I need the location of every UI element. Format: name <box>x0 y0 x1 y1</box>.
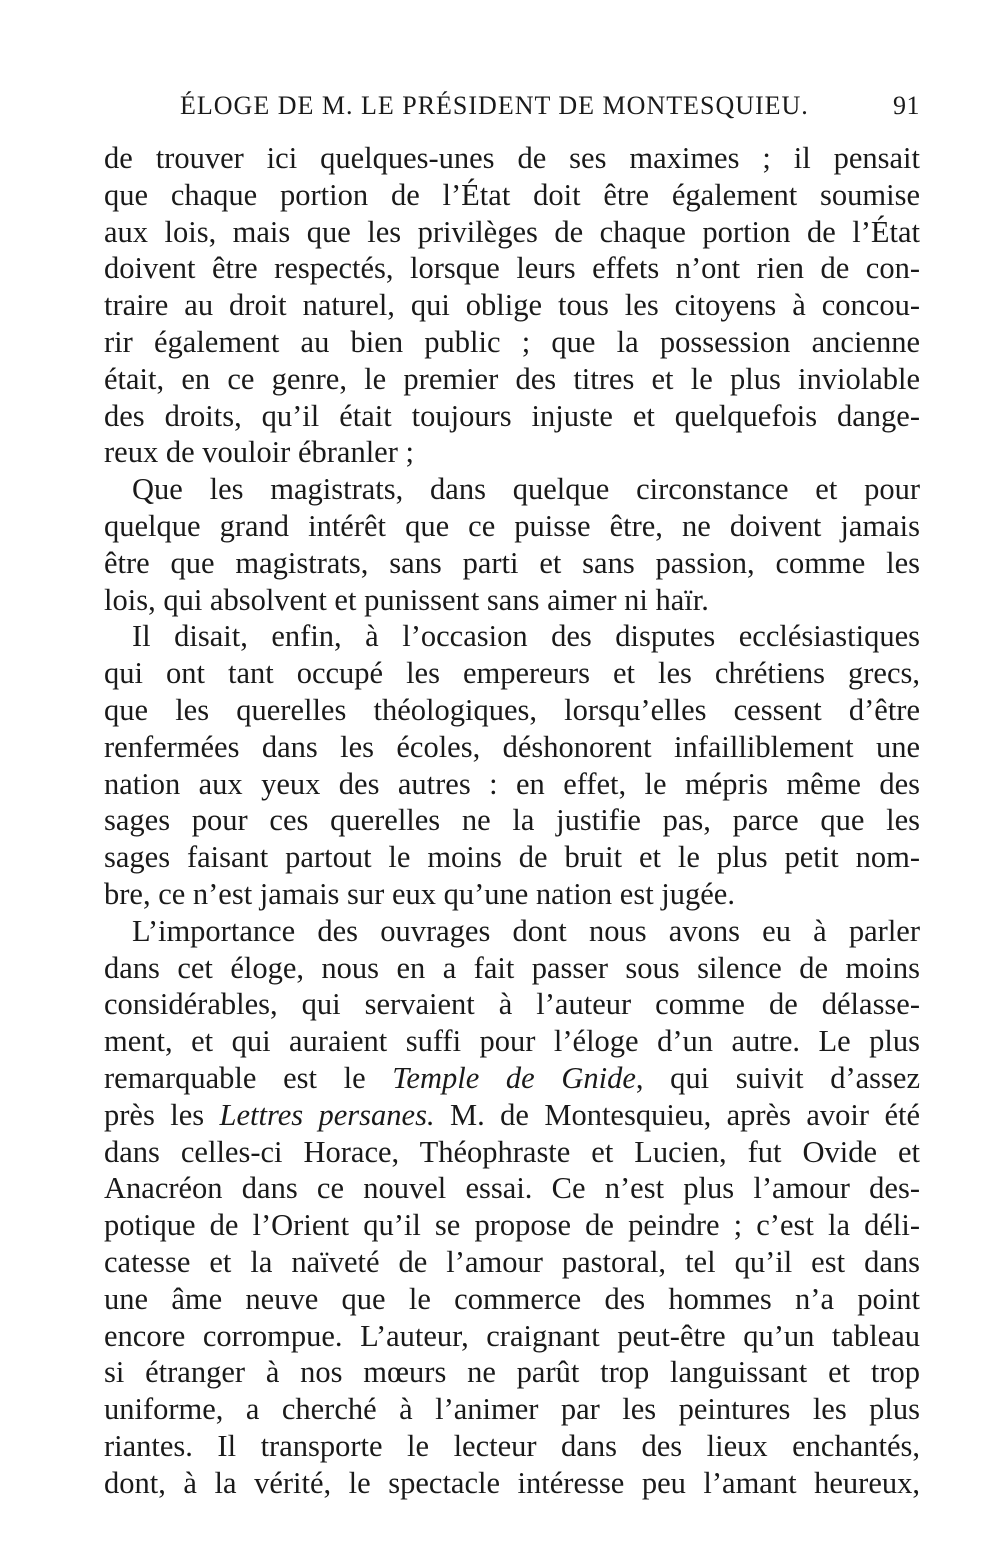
paragraph-1 <box>104 140 920 471</box>
text-line: doivent être respectés, lorsque leurs effets n’ont rien de con- <box>104 251 920 286</box>
text-line: de trouver ici quelques-unes de ses maximes ; il pensait <box>104 141 920 175</box>
text-line: dont, à la vérité, le spectacle intéresse peu l’amant heureux, <box>104 1465 920 1500</box>
text-line: rir également au bien public ; que la possession ancienne <box>104 324 920 359</box>
text-run: M. de Montesquieu, après avoir été <box>434 1097 920 1132</box>
work-title-lettres-persanes: Lettres persanes. <box>219 1097 435 1132</box>
text-line: dans cet éloge, nous en a fait passer sous silence de moins <box>104 950 920 985</box>
text-line: renfermées dans les écoles, déshonorent infailliblement une <box>104 729 920 764</box>
text-line: encore corrompue. L’auteur, craignant peut-être qu’un tableau <box>104 1318 920 1353</box>
text-line <box>104 1060 920 1097</box>
text-line: reux de vouloir ébranler ; <box>104 435 414 470</box>
text-line <box>104 1097 920 1134</box>
text-line: considérables, qui servaient à l’auteur comme de délasse- <box>104 987 920 1022</box>
text-line: ment, et qui auraient suffi pour l’éloge d’un autre. Le plus <box>104 1024 920 1059</box>
text-line: Il disait, enfin, à l’occasion des disputes ecclésiastiques <box>132 619 920 654</box>
text-line: L’importance des ouvrages dont nous avons eu à parler <box>132 913 920 948</box>
text-line: être que magistrats, sans parti et sans passion, comme les <box>104 545 920 580</box>
text-line: Anacréon dans ce nouvel essai. Ce n’est plus l’amour des- <box>104 1171 920 1206</box>
text-line: riantes. Il transporte le lecteur dans des lieux enchantés, <box>104 1428 920 1463</box>
paragraph-4 <box>104 913 920 1502</box>
text-line: sages faisant partout le moins de bruit et le plus petit nom- <box>104 840 920 875</box>
text-line: des droits, qu’il était toujours injuste et quelquefois dange- <box>104 398 920 433</box>
text-line: sages pour ces querelles ne la justifie pas, parce que les <box>104 803 920 838</box>
work-title-temple-de-gnide: Temple de Gnide <box>392 1060 636 1095</box>
text-line: traire au droit naturel, qui oblige tous les citoyens à concou- <box>104 288 920 323</box>
body-text <box>104 140 920 1501</box>
running-head <box>104 86 920 126</box>
text-line: potique de l’Orient qu’il se propose de peindre ; c’est la déli- <box>104 1208 920 1243</box>
text-run: près les <box>104 1097 220 1132</box>
text-line: qui ont tant occupé les empereurs et les chrétiens grecs, <box>104 656 920 691</box>
text-line: lois, qui absolvent et punissent sans aimer ni haïr. <box>104 582 709 617</box>
paragraph-3 <box>104 618 920 912</box>
text-line: dans celles-ci Horace, Théophraste et Lucien, fut Ovide et <box>104 1134 920 1169</box>
text-line: une âme neuve que le commerce des hommes n’a point <box>104 1281 920 1316</box>
text-line: que les querelles théologiques, lorsqu’elles cessent d’être <box>104 692 920 727</box>
text-line: catesse et la naïveté de l’amour pastoral, tel qu’il est dans <box>104 1244 920 1279</box>
running-title: ÉLOGE DE M. LE PRÉSIDENT DE MONTESQUIEU. <box>180 91 809 120</box>
text-line: aux lois, mais que les privilèges de chaque portion de l’État <box>104 214 920 249</box>
text-run: remarquable est le <box>104 1060 393 1095</box>
text-line: que chaque portion de l’État doit être également soumise <box>104 177 920 212</box>
page-number: 91 <box>893 91 920 120</box>
paragraph-2 <box>104 471 920 618</box>
text-line: nation aux yeux des autres : en effet, le mépris même des <box>104 766 920 801</box>
text-line: Que les magistrats, dans quelque circonstance et pour <box>132 472 920 507</box>
text-line: était, en ce genre, le premier des titres et le plus inviolable <box>104 361 920 396</box>
text-line: bre, ce n’est jamais sur eux qu’une nation est jugée. <box>104 876 735 911</box>
text-line: uniforme, a cherché à l’animer par les peintures les plus <box>104 1392 920 1427</box>
text-line: quelque grand intérêt que ce puisse être, ne doivent jamais <box>104 508 920 543</box>
text-run: , qui suivit d’assez <box>635 1060 920 1095</box>
text-line: si étranger à nos mœurs ne parût trop languissant et trop <box>104 1355 920 1390</box>
